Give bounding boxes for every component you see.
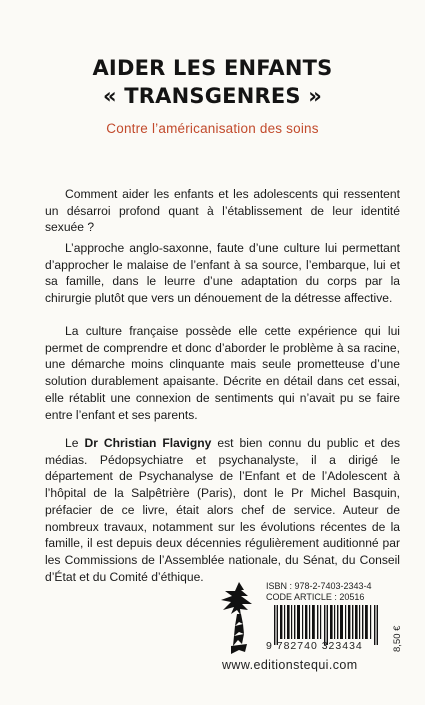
price-label: 8,50 € <box>392 625 403 652</box>
isbn-label: ISBN : 978-2-7403-2343-4 <box>266 581 372 591</box>
barcode-digits: 9 782740 323434 <box>266 640 363 652</box>
blurb-paragraph-2: L’approche anglo-saxonne, faute d’une culture lui permettant d’approcher le malaise de l’enfant à sa source, l’embarque, lui et sa famille, dans le leurre d’une adaptation du corps par la chirurgie plutôt que vers un dénouement de la détresse affective. <box>45 241 400 306</box>
book-subtitle: Contre l’américanisation des soins <box>106 121 319 136</box>
author-bio-text: est bien connu du public et des médias. Pédopsychiatre et psychanalyste, il a dirigé le département de Psychanalyse de l’Enfant et de l’Adolescent à l’hôpital de la Salpêtrière (Paris), dont le Pr Michel Basquin, préfacier de ce livre, était alors chef de service. Auteur de nombreux travaux, notamment sur les évolutions récentes de la famille, il est depuis deux décennies régulièrement auditionné par les Commissions de l’Assemblée nationale, du Sénat, du Conseil d’État et du Comité d’éthique. <box>45 436 401 584</box>
author-name: Dr Christian Flavigny <box>84 436 212 450</box>
blurb-paragraph-3: La culture française possède elle cette expérience qui lui permet de comprendre et donc d’aborder le problème à sa racine, une démarche moins clinquante mais seule prometteuse d’une solution durablement apaisante. Décrite en détail dans cet essai, elle rétablit une connexion de sentiments qui n’avait pu se faire entre l’enfant et ses parents. <box>45 324 400 422</box>
book-title-line-2: « TRANSGENRES » <box>103 84 322 108</box>
barcode-block <box>266 581 412 661</box>
code-article-label: CODE ARTICLE : 20516 <box>266 592 365 602</box>
eagle-logo-icon <box>217 580 261 658</box>
author-bio <box>45 435 400 585</box>
blurb-paragraph-1: Comment aider les enfants et les adolescents qui ressentent un désarroi profond quant à l’établissement de leur identité sexuée ? <box>45 187 400 235</box>
book-title-line-1: AIDER LES ENFANTS <box>92 56 333 80</box>
publisher-website: www.editionstequi.com <box>222 658 358 672</box>
author-bio-lead: Le <box>65 436 85 450</box>
